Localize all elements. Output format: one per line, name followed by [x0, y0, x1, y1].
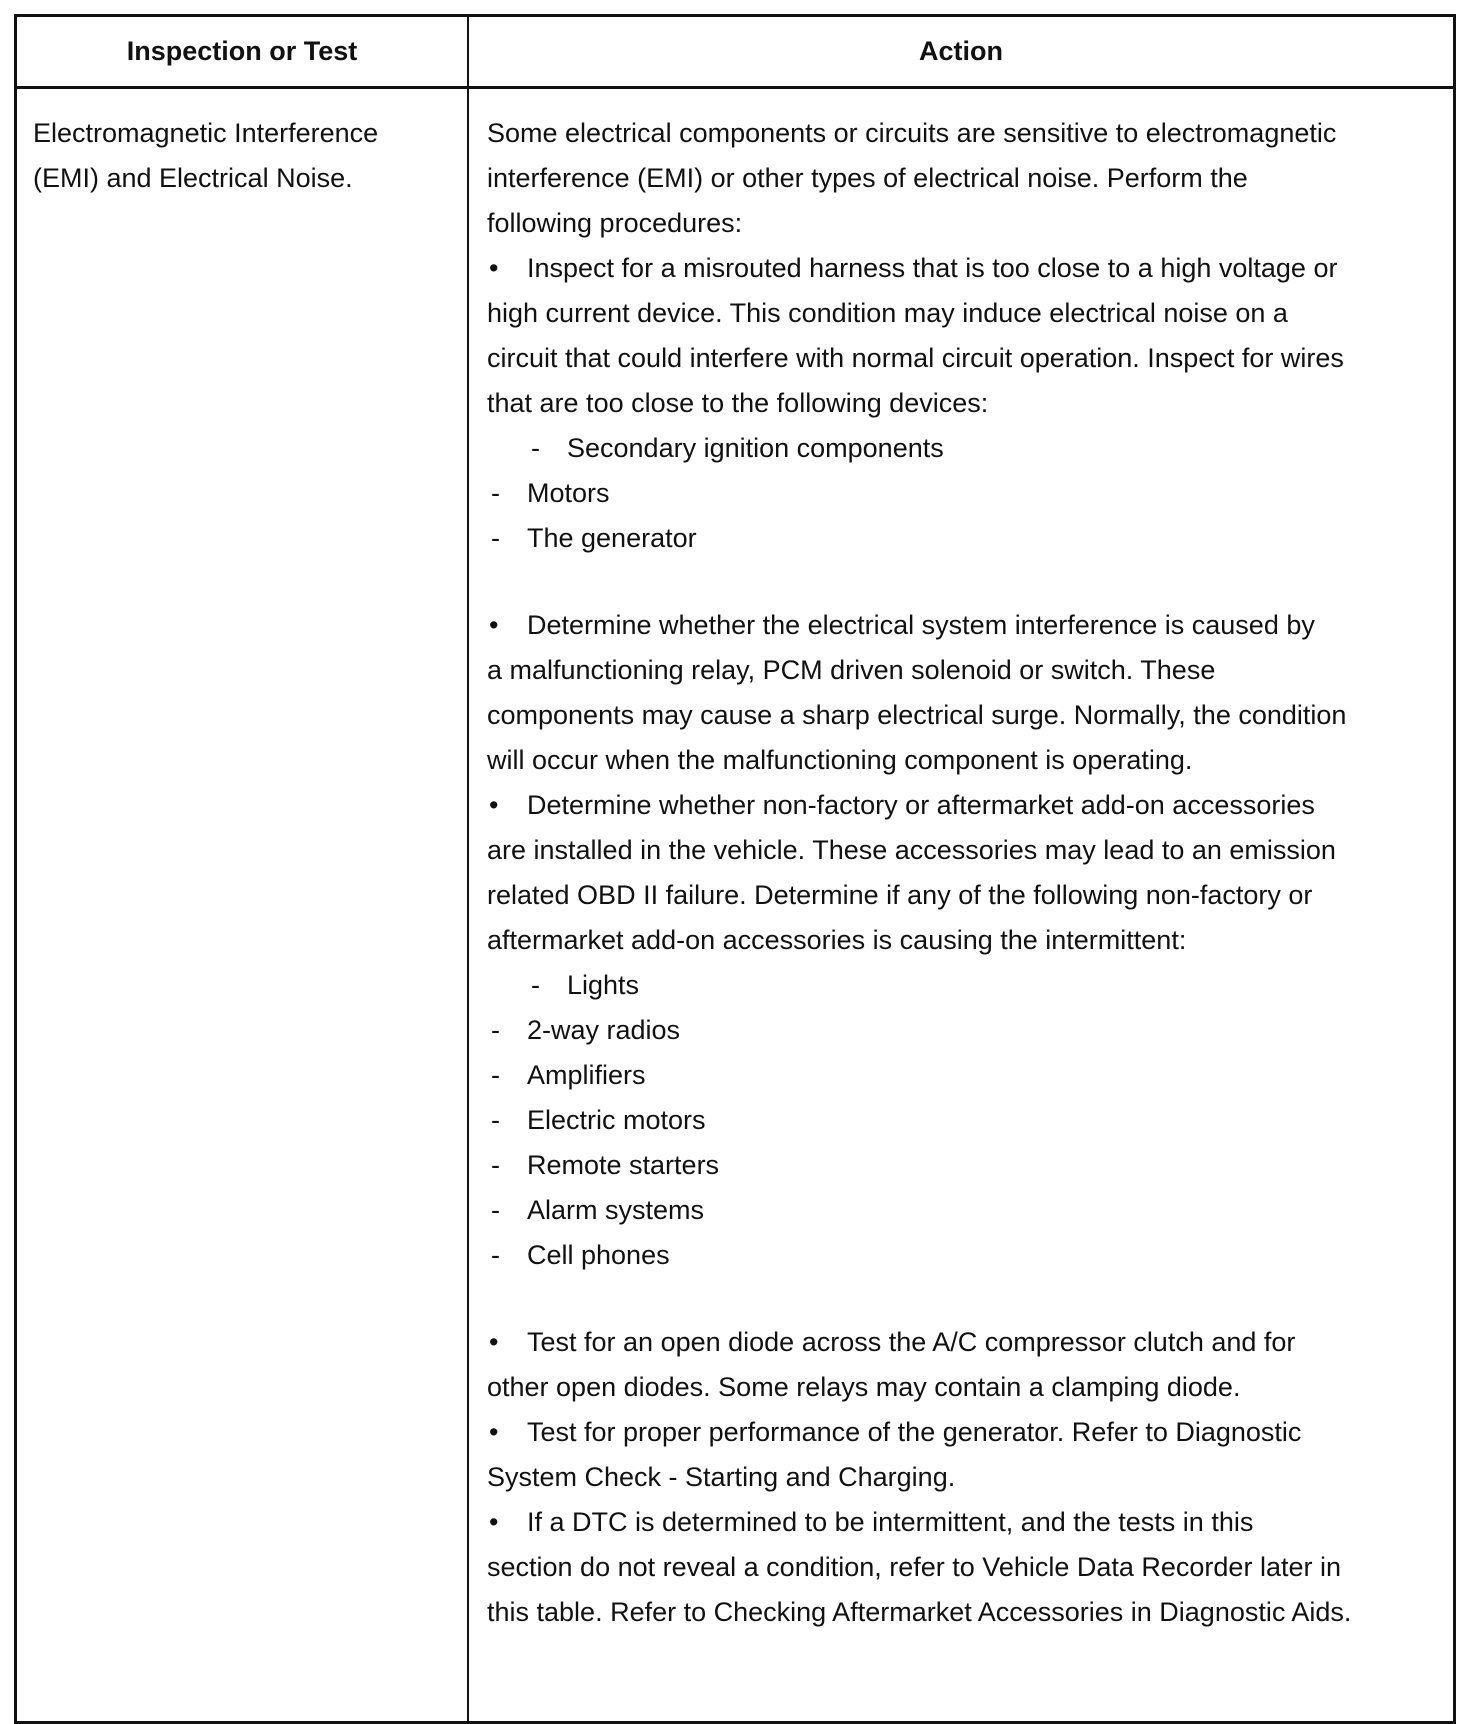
spacer: [487, 1278, 1437, 1320]
bullet-item: [487, 1320, 1437, 1365]
bullet-text: Test for proper performance of the generator. Refer to Diagnostic: [527, 1417, 1302, 1447]
bullet-icon: •: [489, 1507, 499, 1537]
bullet-text-line: a malfunctioning relay, PCM driven solenoid or switch. These: [487, 655, 1216, 685]
bullet-text-line: System Check - Starting and Charging.: [487, 1462, 956, 1492]
inspection-line: Electromagnetic Interference: [33, 118, 379, 148]
bullet-icon: •: [489, 1417, 499, 1447]
bullet-text: Determine whether the electrical system interference is caused by: [527, 610, 1315, 640]
spacer: [487, 561, 1437, 603]
bullet-item: [487, 603, 1437, 648]
dash-item: [487, 1233, 1437, 1278]
dash-item: [487, 1008, 1437, 1053]
header-action: Action: [919, 36, 1003, 66]
dash-icon: -: [491, 1150, 500, 1180]
dash-text: 2-way radios: [527, 1015, 681, 1045]
intro-line: Some electrical components or circuits are sensitive to electromagnetic: [487, 118, 1337, 148]
bullet-item: [487, 246, 1437, 291]
dash-item: [487, 1143, 1437, 1188]
bullet-text: Inspect for a misrouted harness that is too close to a high voltage or: [527, 253, 1338, 283]
dash-icon: -: [491, 1240, 500, 1270]
bullet-text-line: high current device. This condition may induce electrical noise on a: [487, 298, 1288, 328]
dash-icon: -: [531, 970, 540, 1000]
intro-line: interference (EMI) or other types of electrical noise. Perform the: [487, 163, 1248, 193]
bullet-icon: •: [489, 790, 499, 820]
inspection-line: (EMI) and Electrical Noise.: [33, 163, 353, 193]
dash-icon: -: [491, 1105, 500, 1135]
diagnostic-table: [14, 14, 1456, 1724]
bullet-text-line: will occur when the malfunctioning component is operating.: [487, 745, 1193, 775]
bullet-text-line: other open diodes. Some relays may contain a clamping diode.: [487, 1372, 1241, 1402]
action-cell: [487, 111, 1437, 1635]
bullet-icon: •: [489, 253, 499, 283]
inspection-cell: [33, 111, 453, 201]
bullet-text: Test for an open diode across the A/C compressor clutch and for: [527, 1327, 1296, 1357]
dash-text: Remote starters: [527, 1150, 720, 1180]
dash-icon: -: [531, 433, 540, 463]
dash-item: [487, 1098, 1437, 1143]
bullet-text-line: this table. Refer to Checking Aftermarket Accessories in Diagnostic Aids.: [487, 1597, 1352, 1627]
bullet-item: [487, 1500, 1437, 1545]
dash-text: Lights: [567, 970, 640, 1000]
dash-icon: -: [491, 478, 500, 508]
dash-item: [487, 471, 1437, 516]
bullet-text: If a DTC is determined to be intermittent, and the tests in this: [527, 1507, 1254, 1537]
dash-icon: -: [491, 523, 500, 553]
dash-text: Motors: [527, 478, 610, 508]
table-header-row: [17, 17, 1453, 89]
bullet-icon: •: [489, 1327, 499, 1357]
bullet-item: [487, 1410, 1437, 1455]
header-inspection: Inspection or Test: [126, 36, 358, 66]
dash-item: [487, 1053, 1437, 1098]
dash-text: Secondary ignition components: [567, 433, 944, 463]
dash-icon: -: [491, 1060, 500, 1090]
bullet-text-line: components may cause a sharp electrical surge. Normally, the condition: [487, 700, 1347, 730]
dash-icon: -: [491, 1195, 500, 1225]
bullet-text-line: circuit that could interfere with normal circuit operation. Inspect for wires: [487, 343, 1344, 373]
intro-line: following procedures:: [487, 208, 743, 238]
bullet-icon: •: [489, 610, 499, 640]
bullet-text-line: are installed in the vehicle. These accessories may lead to an emission: [487, 835, 1336, 865]
dash-item: [487, 963, 1437, 1008]
column-divider: [467, 17, 469, 1721]
bullet-text-line: that are too close to the following devices:: [487, 388, 989, 418]
dash-item: [487, 1188, 1437, 1233]
dash-text: Alarm systems: [527, 1195, 705, 1225]
bullet-item: [487, 783, 1437, 828]
dash-text: The generator: [527, 523, 697, 553]
dash-text: Amplifiers: [527, 1060, 646, 1090]
bullet-text-line: section do not reveal a condition, refer to Vehicle Data Recorder later in: [487, 1552, 1341, 1582]
dash-item: [487, 426, 1437, 471]
dash-text: Electric motors: [527, 1105, 706, 1135]
bullet-text-line: related OBD II failure. Determine if any of the following non-factory or: [487, 880, 1313, 910]
dash-text: Cell phones: [527, 1240, 670, 1270]
dash-item: [487, 516, 1437, 561]
bullet-text: Determine whether non-factory or aftermarket add-on accessories: [527, 790, 1315, 820]
bullet-text-line: aftermarket add-on accessories is causing the intermittent:: [487, 925, 1187, 955]
dash-icon: -: [491, 1015, 500, 1045]
